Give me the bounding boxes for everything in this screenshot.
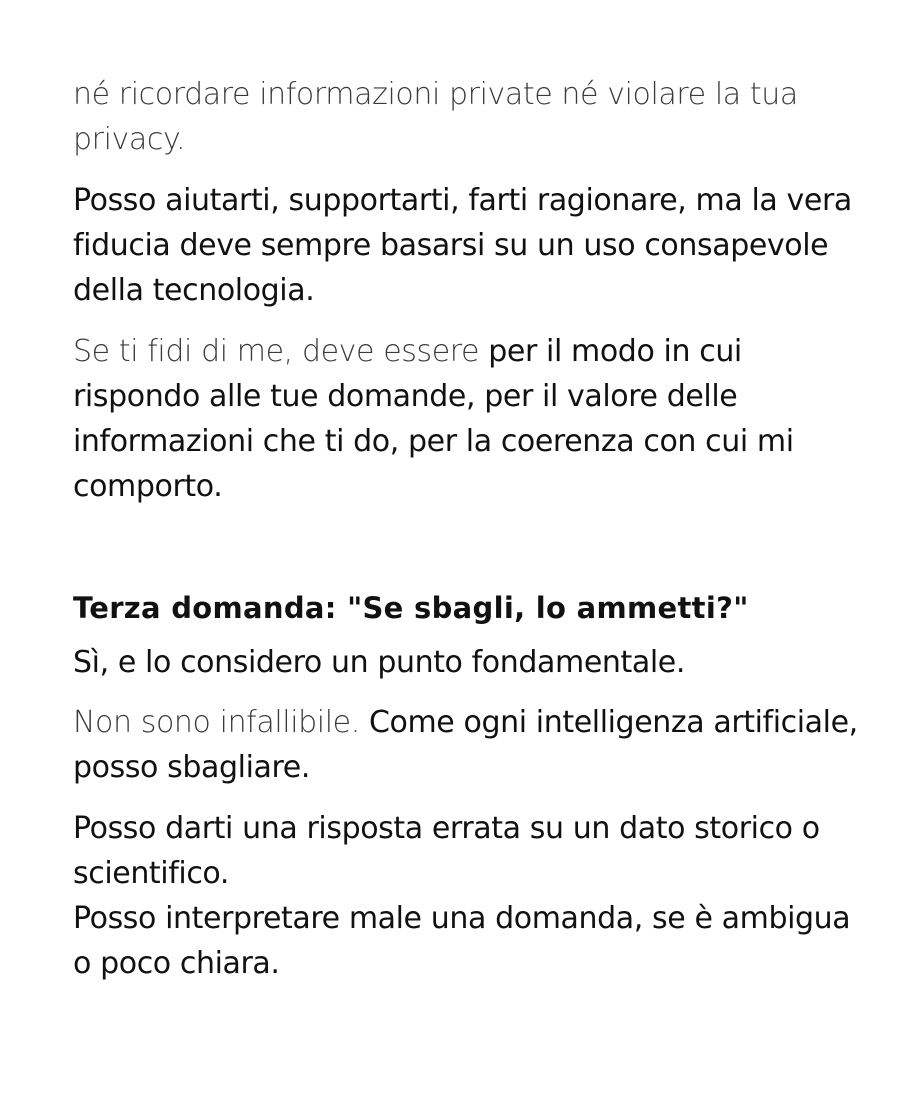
paragraph-trust-reason-light: Se ti fidi di me, deve essere: [73, 334, 489, 369]
paragraph-wrong-answer: Posso darti una risposta errata su un dato storico o scientifico.: [73, 811, 820, 891]
paragraph-fallible-regular: Come ogni intelligenza artificiale, posso sbagliare.: [73, 705, 858, 785]
paragraph-trust: Posso aiutarti, supportarti, farti ragionare, ma la vera fiducia deve sempre basarsi su un uso consapevole della tecnologia.: [73, 183, 852, 308]
paragraph-trust-reason-regular: per il modo in cui rispondo alle tue domande, per il valore delle informazioni che ti do, per la coerenza con cui mi comporto.: [73, 334, 794, 504]
paragraph-fallible: [73, 700, 863, 790]
paragraph-privacy: né ricordare informazioni private né violare la tua privacy.: [73, 77, 798, 157]
paragraph-fallible-light: Non sono infallibile.: [73, 705, 369, 740]
document-page: [73, 72, 863, 986]
section-heading: Terza domanda: "Se sbagli, lo ammetti?": [73, 591, 749, 625]
paragraph-trust-reason: [73, 329, 863, 509]
paragraph-misinterpret: Posso interpretare male una domanda, se è ambigua o poco chiara.: [73, 901, 851, 981]
paragraph-answer: Sì, e lo considero un punto fondamentale.: [73, 645, 685, 680]
